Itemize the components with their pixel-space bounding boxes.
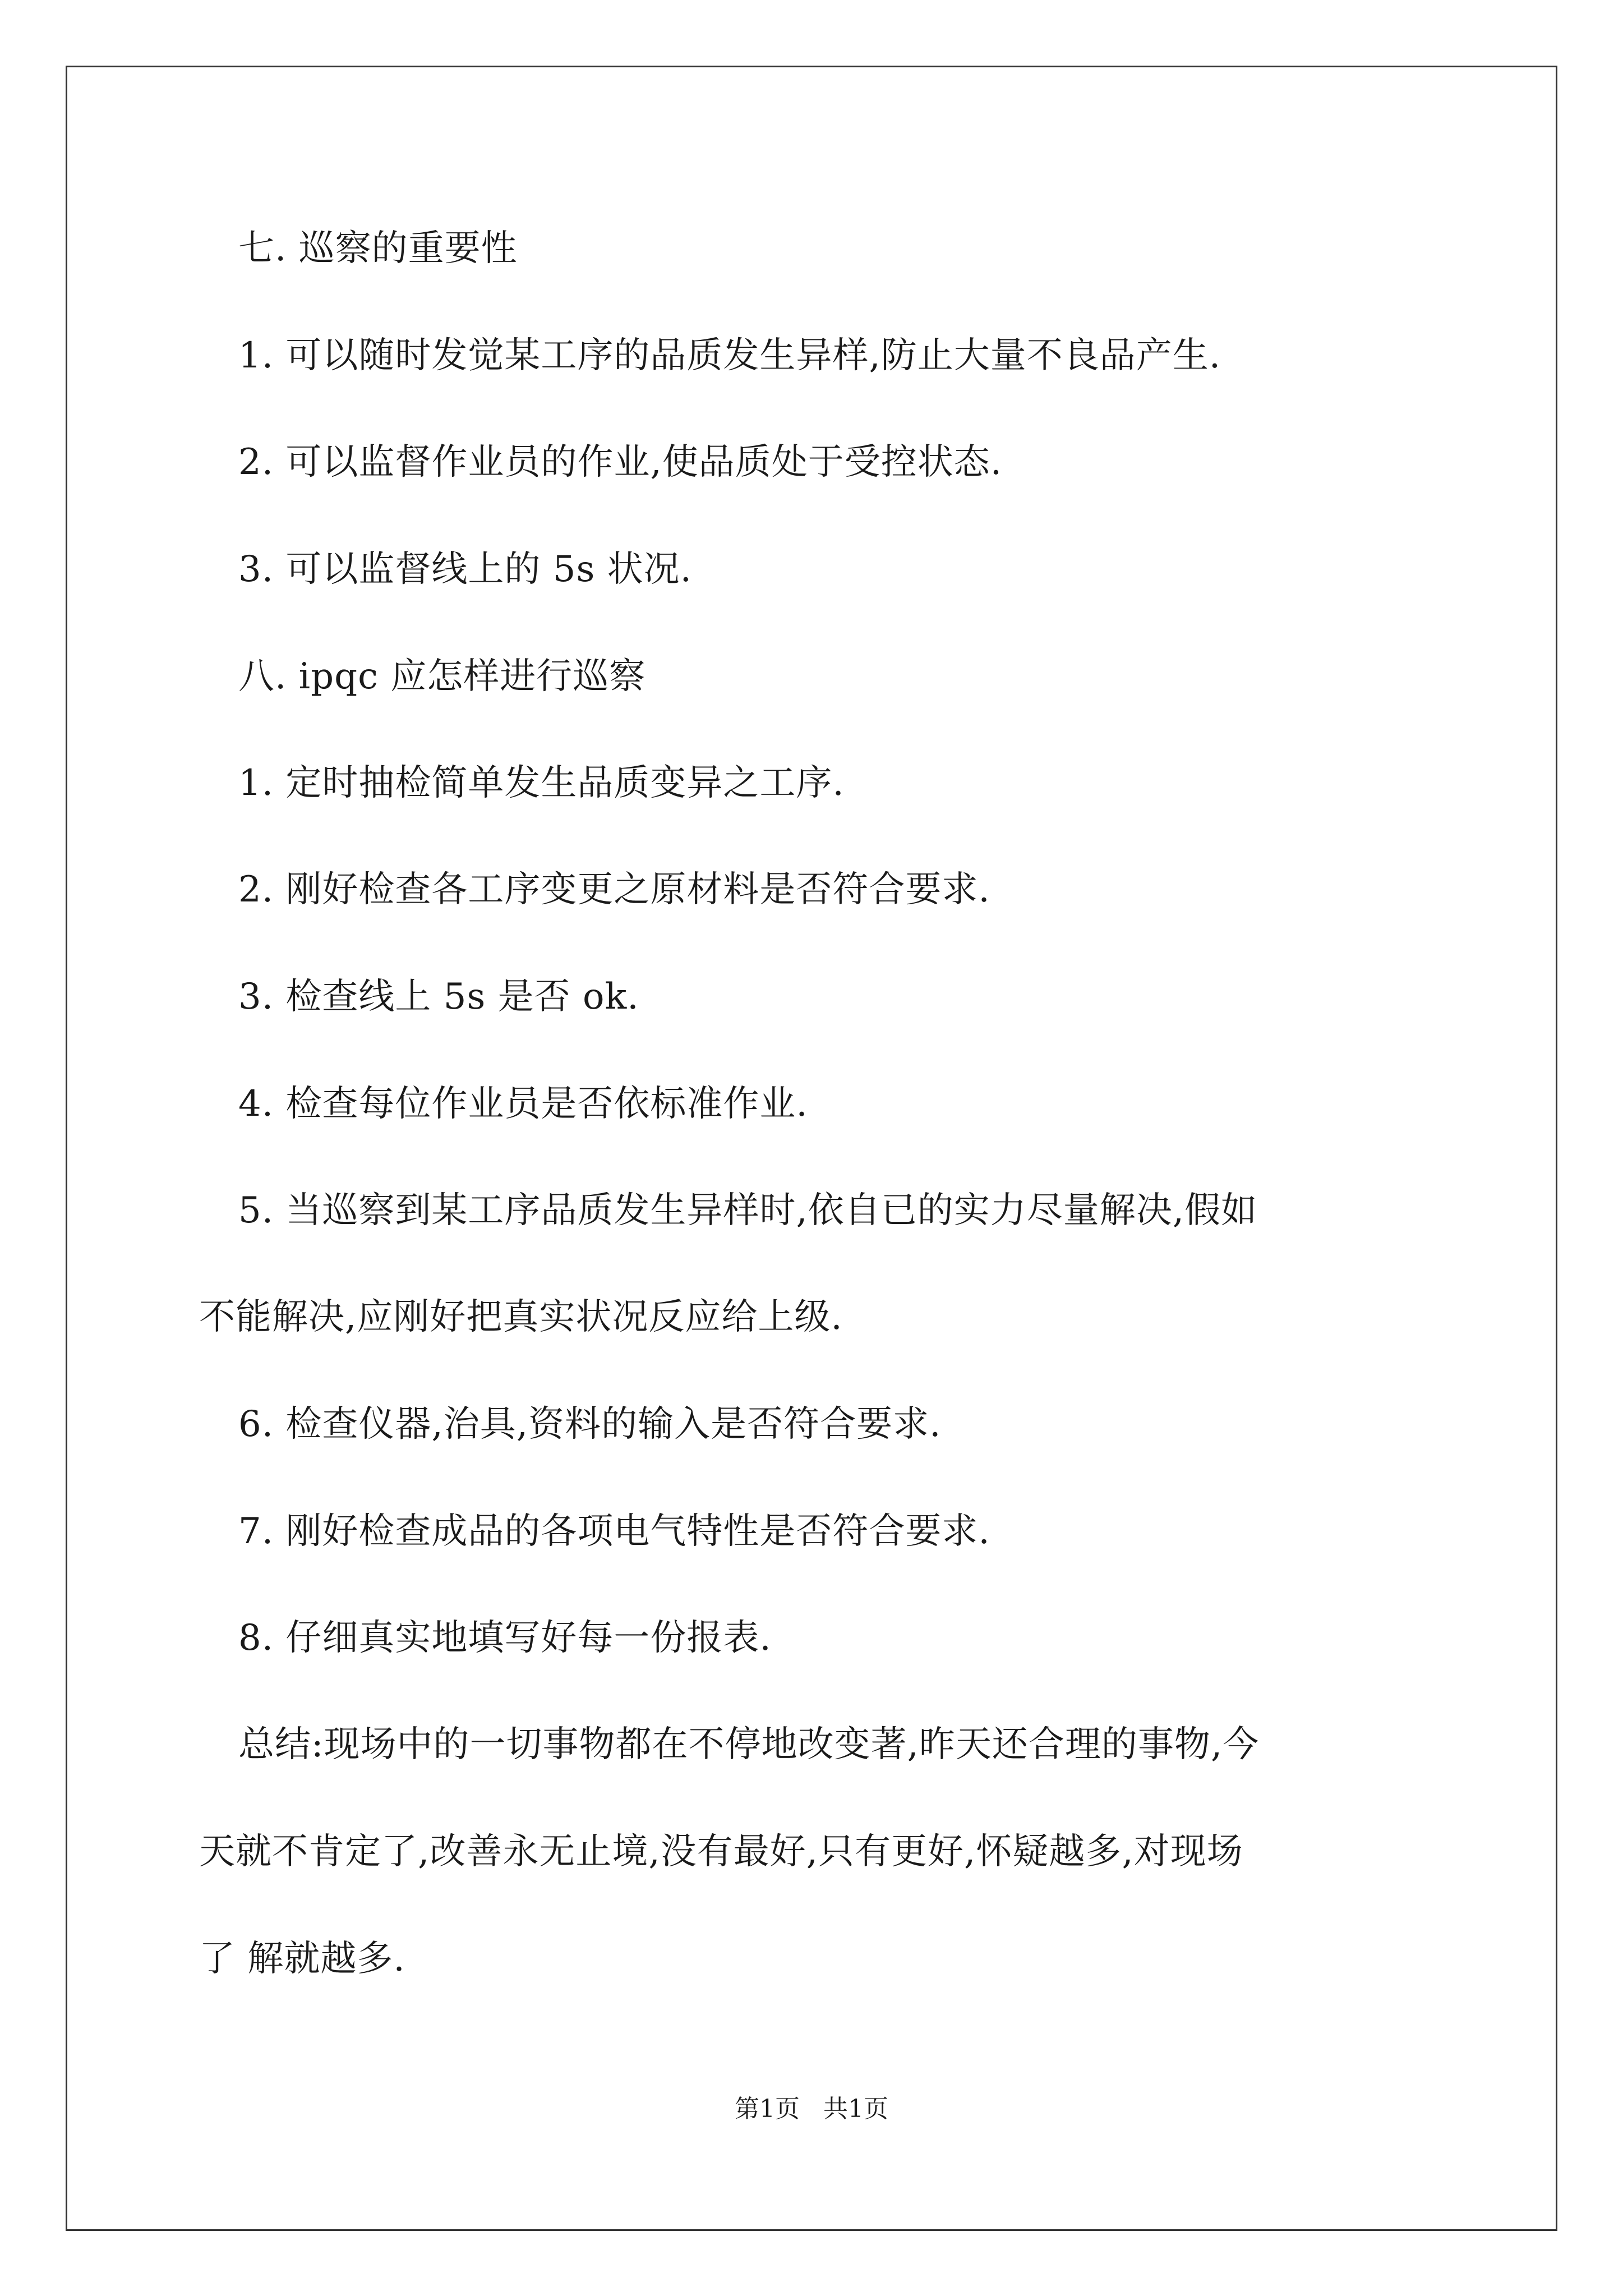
paragraph-line: 2. 刚好检查各工序变更之原材料是否符合要求. xyxy=(238,869,990,910)
paragraph-line: 6. 检查仪器,治具,资料的输入是否符合要求. xyxy=(238,1404,942,1445)
section-heading-8: 八. ipqc 应怎样进行巡察 xyxy=(238,656,646,697)
paragraph-line: 1. 定时抽检简单发生品质变异之工序. xyxy=(238,762,845,804)
section-heading-7: 七. 巡察的重要性 xyxy=(238,228,518,269)
summary-line: 天就不肯定了,改善永无止境,没有最好,只有更好,怀疑越多,对现场 xyxy=(199,1831,1243,1872)
paragraph-line: 7. 刚好检查成品的各项电气特性是否符合要求. xyxy=(238,1511,990,1552)
paragraph-line: 2. 可以监督作业员的作业,使品质处于受控状态. xyxy=(238,441,1003,483)
paragraph-line: 4. 检查每位作业员是否依标准作业. xyxy=(238,1083,808,1125)
paragraph-line: 3. 检查线上 5s 是否 ok. xyxy=(238,976,639,1018)
paragraph-line: 1. 可以随时发觉某工序的品质发生异样,防止大量不良品产生. xyxy=(238,335,1221,376)
paragraph-line: 5. 当巡察到某工序品质发生异样时,依自已的实力尽量解决,假如 xyxy=(238,1190,1258,1231)
paragraph-line: 8. 仔细真实地填写好每一份报表. xyxy=(238,1617,772,1659)
paragraph-line: 3. 可以监督线上的 5s 状况. xyxy=(238,549,692,590)
summary-line: 总结:现场中的一切事物都在不停地改变著,昨天还合理的事物,今 xyxy=(238,1724,1260,1765)
summary-line: 了 解就越多. xyxy=(199,1938,405,1980)
page-footer: 第1页 共1页 xyxy=(735,2095,888,2123)
paragraph-line: 不能解决,应刚好把真实状况反应给上级. xyxy=(199,1296,843,1338)
